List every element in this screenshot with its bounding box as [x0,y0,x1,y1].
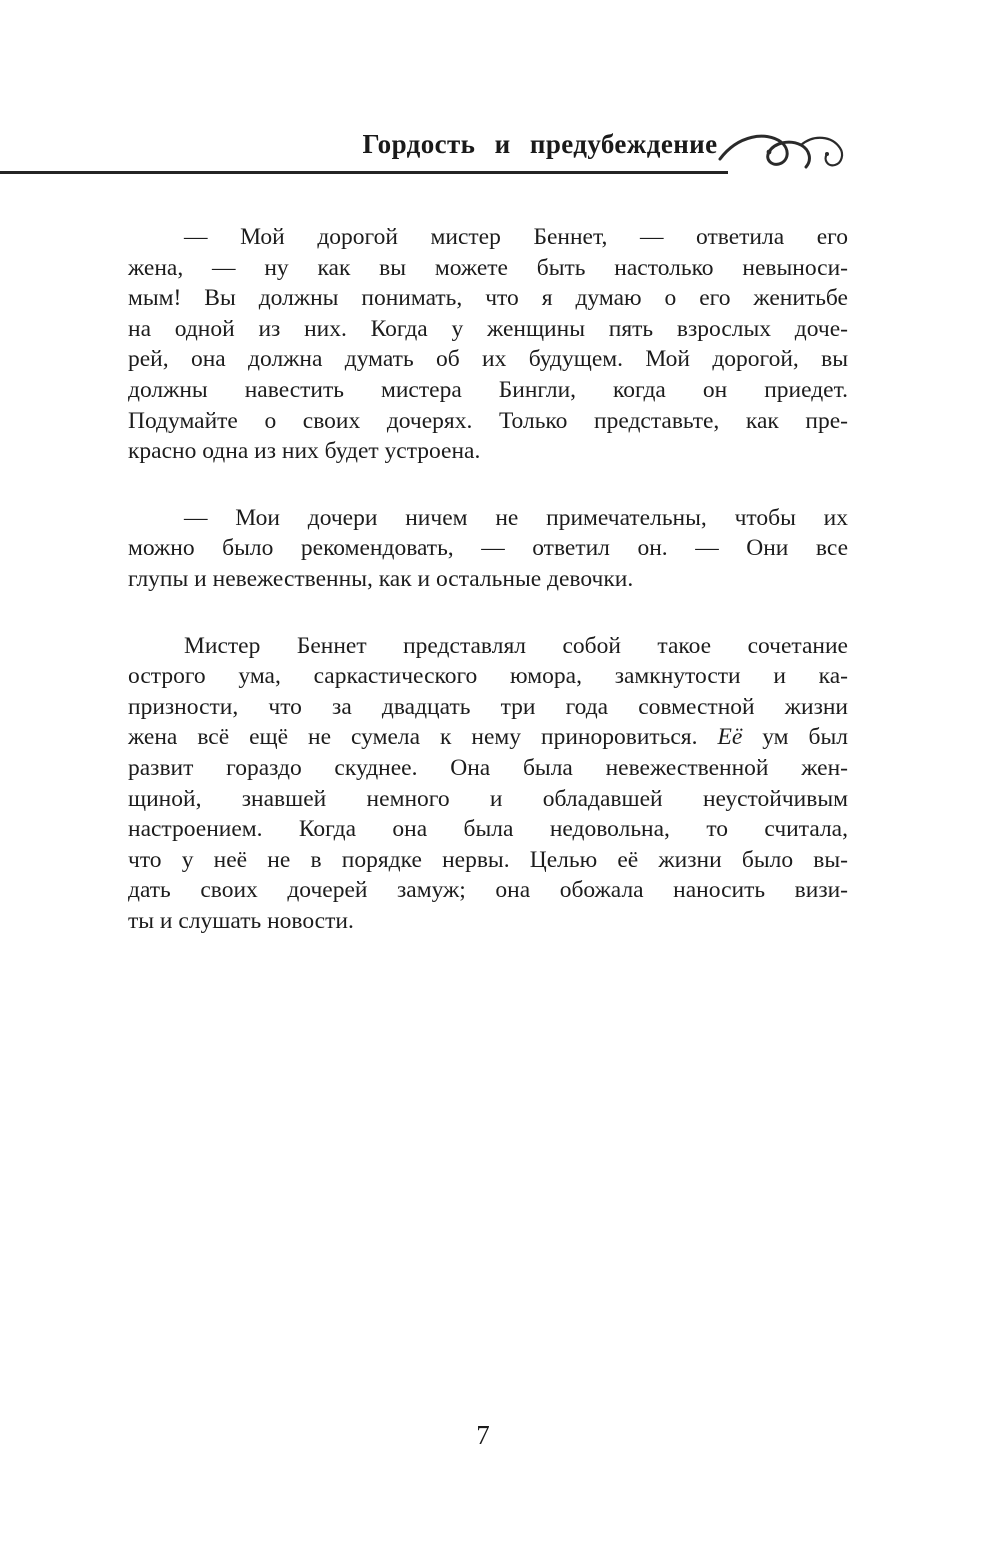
paragraph [128,631,848,937]
text-line: щиной, знавшей немного и обладавшей неустойчивым [128,785,848,812]
text-line: должны навестить мистера Бингли, когда он приедет. [128,376,848,403]
page-footer [0,1420,966,1451]
text-line: развит гораздо скуднее. Она была невежественной жен- [128,754,848,781]
running-title: Гордость и предубеждение [362,129,718,159]
text-line: рей, она должна думать об их будущем. Мой дорогой, вы [128,346,848,373]
text-line: красно одна из них будет устроена. [128,438,481,465]
text-line: можно было рекомендовать, — ответил он. — Они все [128,535,848,562]
text-line: жена всё ещё не сумела к нему приноровиться. Её ум был [128,724,848,751]
text-line: глупы и невежественны, как и остальные девочки. [128,565,634,592]
text-line: Мистер Беннет представлял собой такое сочетание [184,632,848,659]
paragraph [128,222,848,467]
text-line: острого ума, саркастического юмора, замкнутости и ка- [128,663,848,690]
page-number: 7 [476,1420,490,1450]
text-block [128,222,848,972]
text-line: дать своих дочерей замуж; она обожала наносить визи- [128,877,848,904]
header-rule [0,171,728,174]
text-line: — Мой дорогой мистер Беннет, — ответила его [184,224,848,250]
text-line: — Мои дочери ничем не примечательны, чтобы их [184,504,848,531]
text-line: жена, — ну как вы можете быть настолько невыноси- [128,254,848,281]
text-line: на одной из них. Когда у женщины пять взрослых доче- [128,315,848,342]
emphasized-text: Её [717,724,743,751]
text-line: настроением. Когда она была недовольна, то считала, [128,816,848,843]
paragraph [128,503,848,595]
flourish-ornament-icon [716,127,846,175]
text-line: Подумайте о своих дочерях. Только представьте, как пре- [128,407,848,434]
text-line: призности, что за двадцать три года совместной жизни [128,693,848,720]
text-line: мым! Вы должны понимать, что я думаю о его женитьбе [128,285,848,312]
text-line: что у неё не в порядке нервы. Целью её жизни было вы- [128,846,848,873]
text-line: ты и слушать новости. [128,907,354,934]
